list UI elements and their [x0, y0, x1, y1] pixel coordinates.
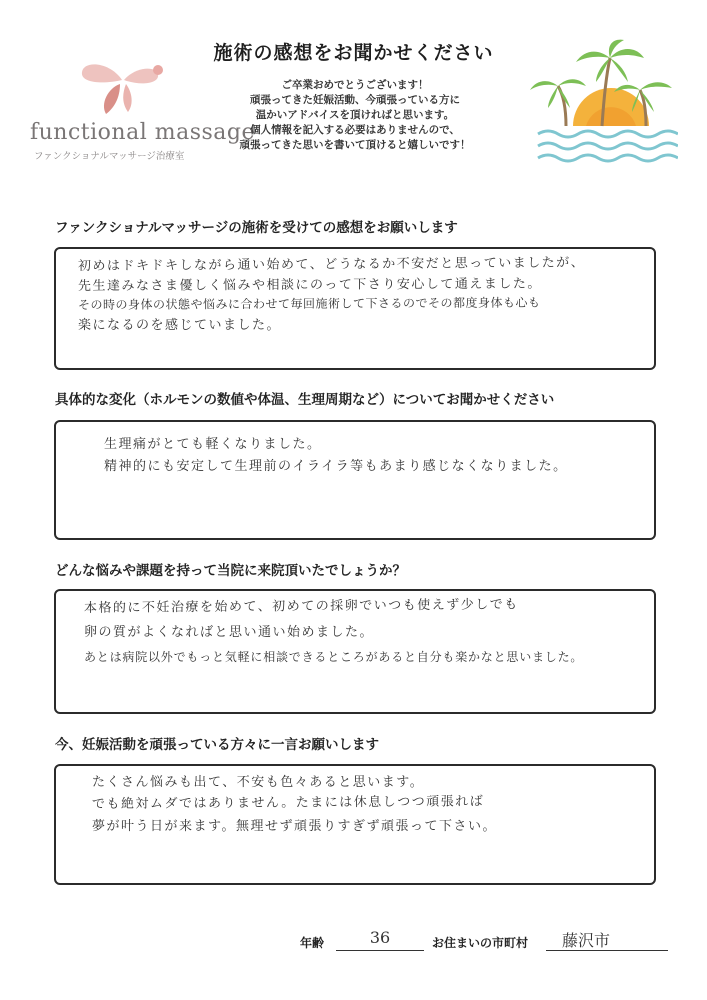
- brand-name: functional massage: [30, 120, 256, 145]
- answer-box-2: [54, 420, 656, 540]
- age-underline: [336, 950, 424, 951]
- intro-line: ご卒業おめでとうございます！: [281, 79, 429, 91]
- page-title: 施術の感想をお聞かせください: [213, 42, 494, 64]
- intro-line: 頑張ってきた妊娠活動、今頑張っている方に: [250, 94, 460, 106]
- answer-box-4: [54, 764, 656, 885]
- intro-text: [225, 78, 485, 153]
- city-underline: [546, 950, 668, 951]
- answer-line: 初めはドキドキしながら通い始めて、どうなるか不安だと思っていましたが、: [77, 255, 586, 274]
- intro-line: 温かいアドバイスを頂ければと思います。: [255, 109, 455, 121]
- intro-line: 個人情報を記入する必要はありませんので、: [250, 124, 460, 136]
- answer-2: [104, 434, 640, 478]
- city-value: 藤沢市: [562, 931, 611, 950]
- answer-line: 卵の質がよくなればと思い通い始めました。: [84, 625, 375, 640]
- answer-line: でも絶対ムダではありません。たまには休息しつつ頑張れば: [91, 794, 485, 812]
- answer-line: あとは病院以外でもっと気軽に相談できるところがあると自分も楽かなと思いました。: [84, 650, 584, 664]
- answer-line: たくさん悩みも出て、不安も色々あると思います。: [92, 775, 425, 790]
- age-label: 年齢: [300, 936, 325, 950]
- palm-trees-sunset-icon: [528, 36, 678, 166]
- question-3: どんな悩みや課題を持って当院に来院頂いたでしょうか？: [55, 563, 406, 579]
- answer-line: 楽になるのを感じていました。: [78, 317, 282, 333]
- question-4: 今、妊娠活動を頑張っている方々に一言お願いします: [55, 737, 379, 753]
- brand-subtitle: ファンクショナルマッサージ治療室: [34, 151, 185, 162]
- intro-line: 頑張ってきた思いを書いて頂けると嬉しいです！: [239, 139, 471, 151]
- answer-4: [92, 772, 640, 838]
- question-1: ファンクショナルマッサージの施術を受けての感想をお願いします: [55, 220, 458, 236]
- answer-line: 先生達みなさま優しく悩みや相談にのって下さり安心して通えました。: [77, 276, 542, 294]
- age-value: 36: [369, 928, 391, 947]
- answer-line: その時の身体の状態や悩みに合わせて毎回施術して下さるのでその都度身体も心も: [77, 295, 541, 312]
- answer-1: [78, 257, 640, 335]
- question-2: 具体的な変化（ホルモンの数値や体温、生理周期など）についてお聞かせください: [55, 392, 555, 408]
- answer-line: 夢が叶う日が来ます。無理せず頑張りすぎず頑張って下さい。: [92, 819, 497, 834]
- answer-box-3: [54, 589, 656, 714]
- city-label: お住まいの市町村: [432, 936, 529, 950]
- answer-line: 生理痛がとても軽くなりました。: [104, 437, 322, 452]
- answer-line: 精神的にも安定して生理前のイライラ等もあまり感じなくなりました。: [104, 459, 568, 474]
- answer-box-1: [54, 247, 656, 370]
- answer-line: 本格的に不妊治療を始めて、初めての採卵でいつも使えず少しでも: [83, 597, 519, 616]
- answer-3: [84, 597, 640, 669]
- butterfly-logo-icon: [70, 58, 170, 118]
- brand-logo: [30, 58, 256, 168]
